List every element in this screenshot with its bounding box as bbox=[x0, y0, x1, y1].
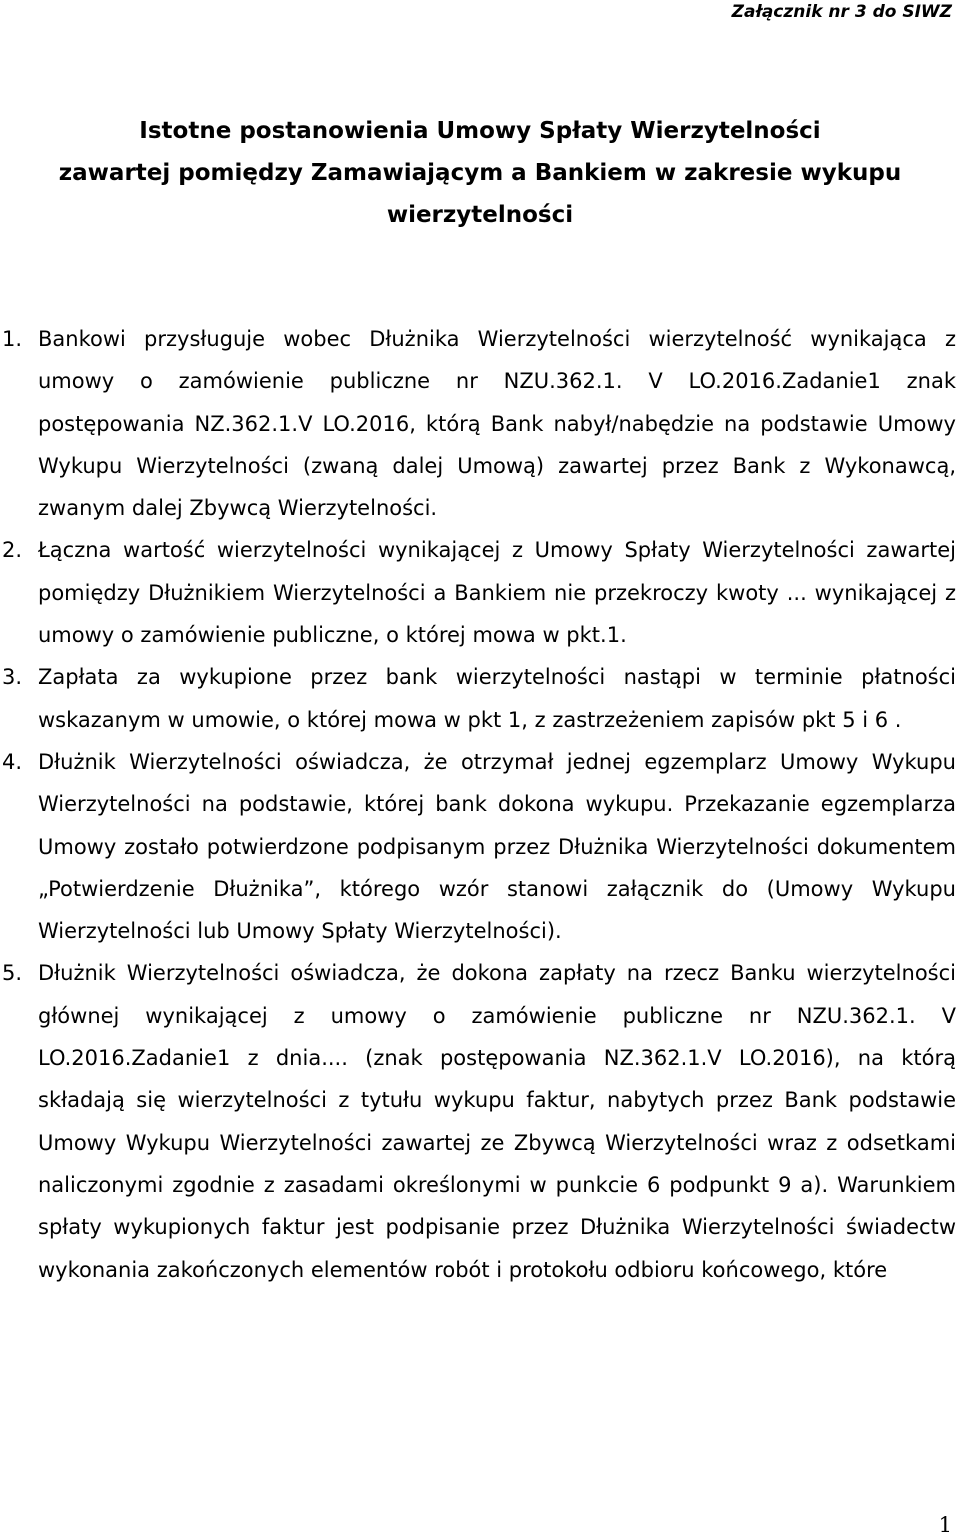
page-number: 1 bbox=[938, 1513, 952, 1537]
title-line: Istotne postanowienia Umowy Spłaty Wierzytelności bbox=[139, 118, 821, 144]
provision-item-2 bbox=[0, 529, 960, 656]
item-text: Dłużnik Wierzytelności oświadcza, że otrzymał jednej egzemplarz Umowy Wykupu Wierzytelności na podstawie, której bank dokona wykupu. Przekazanie egzemplarza Umowy zostało potwierdzone podpisanym przez Dłużnika Wierzytelności dokumentem „Potwierdzenie Dłużnika”, którego wzór stanowi załącznik do (Umowy Wykupu Wierzytelności lub Umowy Spłaty Wierzytelności). bbox=[38, 749, 956, 944]
item-number: 5. bbox=[2, 961, 23, 986]
document-title bbox=[0, 110, 960, 236]
provision-item-1 bbox=[0, 318, 960, 529]
item-text: Zapłata za wykupione przez bank wierzytelności nastąpi w terminie płatności wskazanym w umowie, o której mowa w pkt 1, z zastrzeżeniem zapisów pkt 5 i 6 . bbox=[38, 665, 956, 732]
item-number: 3. bbox=[2, 665, 23, 690]
annex-label: Załącznik nr 3 do SIWZ bbox=[731, 2, 952, 22]
item-number: 1. bbox=[2, 327, 23, 351]
item-number: 2. bbox=[2, 538, 23, 563]
provision-item-5 bbox=[0, 952, 960, 1290]
item-number: 4. bbox=[2, 749, 23, 774]
title-line: zawartej pomiędzy Zamawiającym a Bankiem w zakresie wykupu bbox=[58, 160, 902, 186]
provision-item-3 bbox=[0, 656, 960, 741]
title-line: wierzytelności bbox=[386, 202, 574, 228]
item-text: Bankowi przysługuje wobec Dłużnika Wierzytelności wierzytelność wynikająca z umowy o zamówienie publiczne nr NZU.362.1. V LO.2016.Zadanie1 znak postępowania NZ.362.1.V LO.2016, którą Bank nabył/nabędzie na podstawie Umowy Wykupu Wierzytelności (zwaną dalej Umową) zawartej przez Bank z Wykonawcą, zwanym dalej Zbywcą Wierzytelności. bbox=[38, 327, 956, 521]
item-text: Dłużnik Wierzytelności oświadcza, że dokona zapłaty na rzecz Banku wierzytelności głównej wynikającej z umowy o zamówienie publiczne nr NZU.362.1. V LO.2016.Zadanie1 z dnia.... (znak postępowania NZ.362.1.V LO.2016), na którą składają się wierzytelności z tytułu wykupu faktur, nabytych przez Bank podstawie Umowy Wykupu Wierzytelności zawartej ze Zbywcą Wierzytelności wraz z odsetkami naliczonymi zgodnie z zasadami określonymi w punkcie 6 podpunkt 9 a). Warunkiem spłaty wykupionych faktur jest podpisanie przez Dłużnika Wierzytelności świadectw wykonania zakończonych elementów robót i protokołu odbioru końcowego, które bbox=[38, 961, 956, 1282]
provision-item-4 bbox=[0, 741, 960, 952]
provisions-list bbox=[0, 318, 960, 1291]
item-text: Łączna wartość wierzytelności wynikającej z Umowy Spłaty Wierzytelności zawartej pomiędzy Dłużnikiem Wierzytelności a Bankiem nie przekroczy kwoty ... wynikającej z umowy o zamówienie publiczne, o której mowa w pkt.1. bbox=[38, 538, 956, 648]
